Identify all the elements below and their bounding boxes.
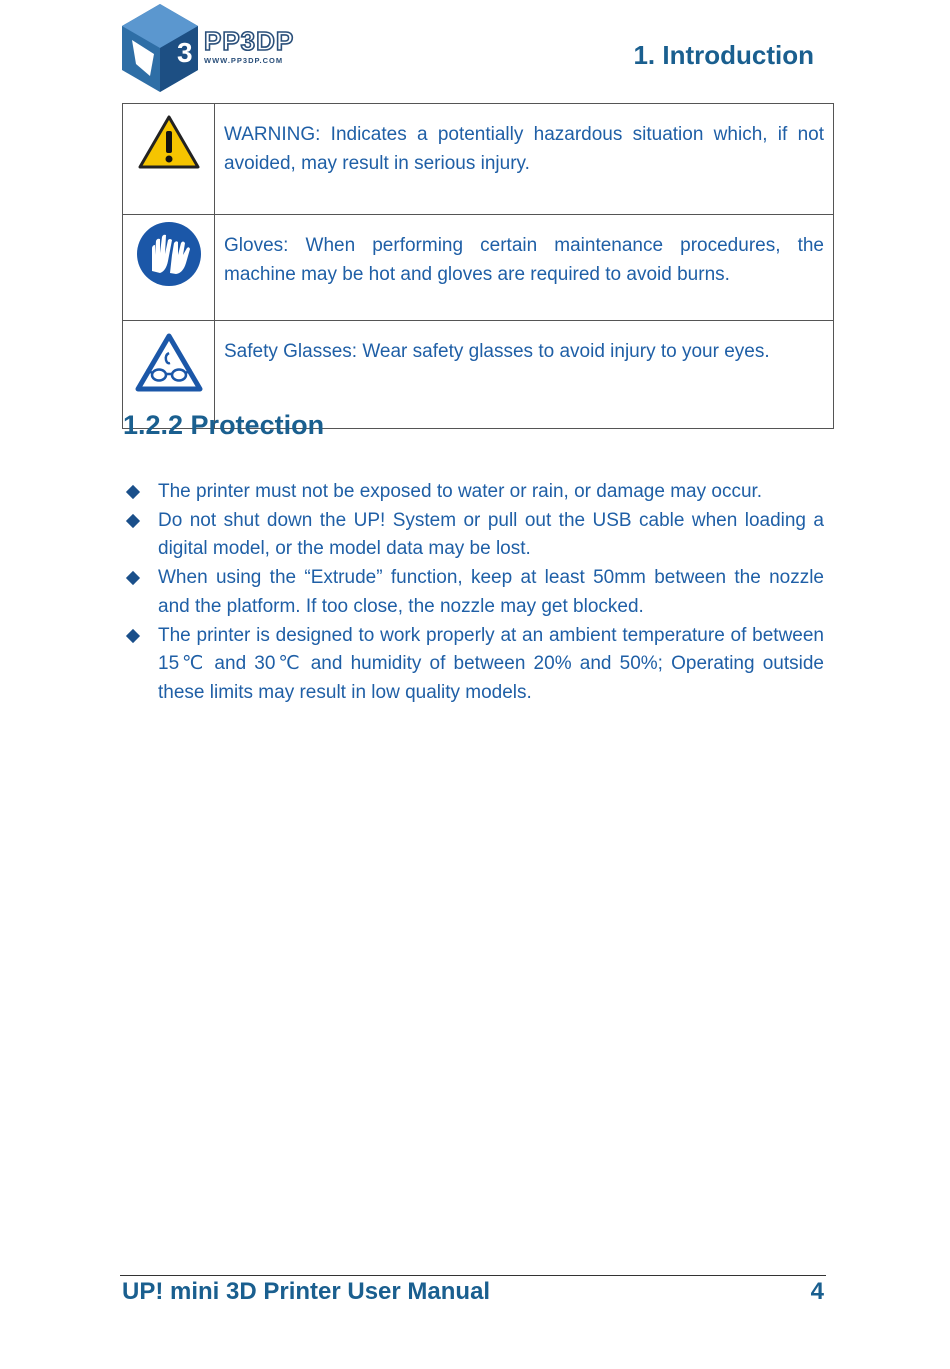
warning-triangle-icon <box>137 114 201 170</box>
list-item-text: The printer must not be exposed to water or rain, or damage may occur. <box>158 481 763 502</box>
table-row <box>123 215 834 321</box>
chapter-title: 1. Introduction <box>633 40 814 70</box>
page-number: 4 <box>810 1278 824 1305</box>
logo-badge-number: 3 <box>177 37 193 68</box>
list-item <box>123 507 824 564</box>
diamond-bullet-icon <box>126 485 140 499</box>
gloves-description: Gloves: When performing certain maintenance procedures, the machine may be hot and gloves are required to avoid burns. <box>215 215 834 321</box>
protection-list <box>123 478 824 708</box>
pp3dp-logo <box>120 4 310 92</box>
diamond-bullet-icon <box>126 628 140 642</box>
icon-cell <box>123 104 215 215</box>
footer-manual-title: UP! mini 3D Printer User Manual <box>122 1278 491 1305</box>
icon-cell <box>123 215 215 321</box>
diamond-bullet-icon <box>126 514 140 528</box>
list-item-text: The printer is designed to work properly at an ambient temperature of between 15℃ and 30℃ and humidity of between 20% and 50%; Operating outside these limits may result in low quality models. <box>158 624 824 703</box>
safety-glasses-icon <box>135 333 203 393</box>
table-row <box>123 104 834 215</box>
footer-divider <box>120 1275 826 1276</box>
list-item <box>123 564 824 621</box>
gloves-icon <box>136 221 202 287</box>
logo-brand-text: PP3DP <box>204 26 295 56</box>
logo-url-text: WWW.PP3DP.COM <box>204 56 284 65</box>
safety-glasses-description: Safety Glasses: Wear safety glasses to avoid injury to your eyes. <box>215 321 834 429</box>
list-item-text: Do not shut down the UP! System or pull out the USB cable when loading a digital model, or the model data may be lost. <box>158 509 824 560</box>
warning-description: WARNING: Indicates a potentially hazardous situation which, if not avoided, may result in serious injury. <box>215 104 834 215</box>
safety-symbols-table <box>122 103 834 429</box>
diamond-bullet-icon <box>126 571 140 585</box>
list-item <box>123 478 824 507</box>
section-heading: 1.2.2 Protection <box>123 410 325 440</box>
list-item-text: When using the “Extrude” function, keep at least 50mm between the nozzle and the platform. If too close, the nozzle may get blocked. <box>158 567 824 617</box>
list-item <box>123 622 824 708</box>
